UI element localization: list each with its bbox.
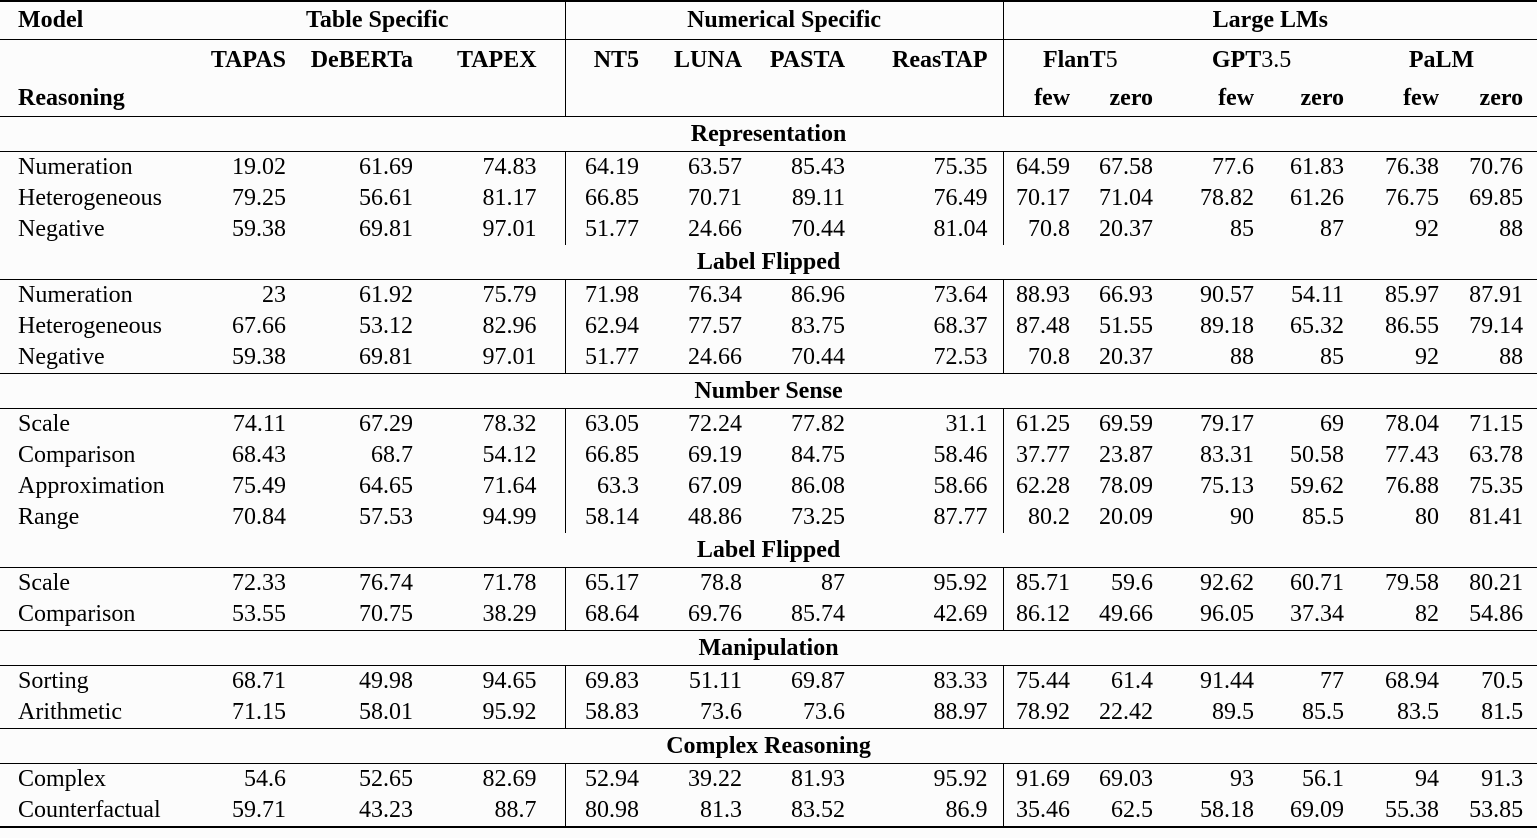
- value-cell: 53.12: [359, 313, 413, 339]
- value-cell: 73.25: [791, 504, 846, 530]
- data-row: [0, 697, 1537, 729]
- group-header-numerical-specific: Numerical Specific: [565, 1, 1003, 40]
- section-header-row: [0, 374, 1537, 409]
- value-cell: 23.87: [1099, 442, 1154, 468]
- row-label: Scale: [18, 570, 70, 596]
- value-cell: 63.78: [1469, 442, 1524, 468]
- value-cell: 84.75: [791, 442, 846, 468]
- value-cell: 95.92: [417, 697, 565, 729]
- value-cell: 69.85: [1469, 185, 1524, 211]
- value-cell: 69.09: [1290, 797, 1345, 823]
- row-label: Sorting: [18, 668, 89, 694]
- value-cell: 85.43: [791, 154, 846, 180]
- subheader-gpt35-few: few: [1157, 80, 1256, 117]
- value-cell: 80.2: [1028, 504, 1071, 530]
- value-cell: 54.11: [1290, 282, 1345, 308]
- data-row: [0, 568, 1537, 600]
- value-cell: 68.37: [847, 311, 1003, 342]
- value-cell: 91.69: [1016, 766, 1071, 792]
- subheader-palm-zero: zero: [1441, 80, 1537, 117]
- value-cell: 58.18: [1200, 797, 1255, 823]
- value-cell: 63.3: [597, 473, 640, 499]
- value-cell: 64.65: [359, 473, 413, 499]
- value-cell: 58.14: [585, 504, 640, 530]
- value-cell: 81.93: [791, 766, 846, 792]
- value-cell: 85.74: [791, 601, 846, 627]
- value-cell: 70.75: [359, 601, 413, 627]
- value-cell: 86.96: [791, 282, 846, 308]
- value-cell: 87: [821, 570, 846, 596]
- data-row: [0, 311, 1537, 342]
- value-cell: 79.25: [232, 185, 286, 211]
- value-cell: 75.35: [847, 152, 1003, 184]
- value-cell: 69.19: [688, 442, 743, 468]
- row-label: Negative: [18, 344, 105, 370]
- section-header-row: [0, 117, 1537, 152]
- value-cell: 61.4: [1111, 668, 1154, 694]
- value-cell: 62.5: [1111, 797, 1154, 823]
- value-cell: 85: [1320, 344, 1345, 370]
- empty-cell: [0, 40, 190, 81]
- value-cell: 71.15: [232, 699, 286, 725]
- data-row: [0, 599, 1537, 631]
- value-cell: 86.08: [791, 473, 846, 499]
- value-cell: 85.5: [1302, 699, 1345, 725]
- data-row: [0, 764, 1537, 796]
- value-cell: 70.17: [1016, 185, 1071, 211]
- value-cell: 88.93: [1016, 282, 1071, 308]
- value-cell: 57.53: [359, 504, 413, 530]
- subheader-palm-few: few: [1346, 80, 1441, 117]
- value-cell: 75.44: [1016, 668, 1071, 694]
- row-label: Counterfactual: [18, 797, 161, 823]
- value-cell: 75.35: [1469, 473, 1524, 499]
- value-cell: 20.37: [1099, 344, 1154, 370]
- value-cell: 70.44: [791, 344, 846, 370]
- column-header-palm: PaLM: [1408, 46, 1475, 73]
- value-cell: 71.78: [417, 568, 565, 600]
- value-cell: 81.17: [417, 183, 565, 214]
- value-cell: 71.15: [1469, 411, 1524, 437]
- section-title: Label Flipped: [0, 533, 1537, 568]
- reasoning-corner-label: Reasoning: [0, 80, 190, 117]
- value-cell: 88.7: [417, 795, 565, 827]
- value-cell: 53.55: [232, 601, 286, 627]
- value-cell: 58.01: [359, 699, 413, 725]
- column-header-luna: LUNA: [674, 46, 743, 73]
- value-cell: 54.12: [417, 440, 565, 471]
- value-cell: 76.75: [1385, 185, 1440, 211]
- value-cell: 24.66: [688, 216, 743, 242]
- value-cell: 78.04: [1385, 411, 1440, 437]
- value-cell: 80: [1415, 504, 1440, 530]
- value-cell: 83.75: [791, 313, 846, 339]
- value-cell: 68.7: [371, 442, 413, 468]
- data-row: [0, 440, 1537, 471]
- value-cell: 72.53: [847, 342, 1003, 374]
- value-cell: 88: [1499, 216, 1524, 242]
- row-label: Numeration: [18, 154, 133, 180]
- value-cell: 87: [1320, 216, 1345, 242]
- value-cell: 31.1: [847, 409, 1003, 441]
- value-cell: 74.11: [232, 411, 286, 437]
- value-cell: 69.81: [359, 344, 413, 370]
- value-cell: 78.32: [417, 409, 565, 441]
- value-cell: 50.58: [1290, 442, 1345, 468]
- value-cell: 22.42: [1099, 699, 1154, 725]
- data-row: [0, 183, 1537, 214]
- row-label: Scale: [18, 411, 70, 437]
- value-cell: 38.29: [417, 599, 565, 631]
- value-cell: 55.38: [1385, 797, 1440, 823]
- value-cell: 92: [1415, 344, 1440, 370]
- data-row: [0, 666, 1537, 698]
- value-cell: 79.17: [1200, 411, 1255, 437]
- value-cell: 85.5: [1302, 504, 1345, 530]
- value-cell: 81.41: [1469, 504, 1524, 530]
- value-cell: 89.5: [1212, 699, 1255, 725]
- value-cell: 93: [1230, 766, 1255, 792]
- value-cell: 66.85: [585, 442, 640, 468]
- value-cell: 69.76: [688, 601, 743, 627]
- value-cell: 66.93: [1099, 282, 1154, 308]
- value-cell: 87.48: [1016, 313, 1071, 339]
- value-cell: 72.33: [232, 570, 286, 596]
- column-header-flant5: FlanT5: [1042, 46, 1118, 73]
- value-cell: 58.66: [847, 471, 1003, 502]
- value-cell: 23: [262, 282, 286, 308]
- row-label: Heterogeneous: [18, 185, 162, 211]
- value-cell: 37.34: [1290, 601, 1345, 627]
- column-header-gpt35: GPT3.5: [1211, 46, 1292, 73]
- data-row: [0, 280, 1537, 312]
- row-label: Arithmetic: [18, 699, 122, 725]
- value-cell: 72.24: [688, 411, 743, 437]
- section-header-row: [0, 245, 1537, 280]
- group-header-table-specific: Table Specific: [190, 1, 565, 40]
- value-cell: 53.85: [1469, 797, 1524, 823]
- model-corner-label: Model: [0, 1, 190, 40]
- value-cell: 89.11: [791, 185, 846, 211]
- value-cell: 73.64: [847, 280, 1003, 312]
- value-cell: 83.52: [791, 797, 846, 823]
- section-header-row: [0, 533, 1537, 568]
- value-cell: 88: [1499, 344, 1524, 370]
- value-cell: 56.1: [1302, 766, 1345, 792]
- value-cell: 61.69: [359, 154, 413, 180]
- value-cell: 19.02: [232, 154, 286, 180]
- value-cell: 69.59: [1099, 411, 1154, 437]
- value-cell: 39.22: [688, 766, 743, 792]
- value-cell: 96.05: [1200, 601, 1255, 627]
- table-header: [0, 1, 1537, 117]
- value-cell: 54.6: [244, 766, 286, 792]
- value-cell: 86.12: [1016, 601, 1071, 627]
- value-cell: 83.33: [847, 666, 1003, 698]
- value-cell: 88: [1230, 344, 1255, 370]
- value-cell: 86.9: [847, 795, 1003, 827]
- value-cell: 80.98: [585, 797, 640, 823]
- section-title: Complex Reasoning: [0, 729, 1537, 764]
- value-cell: 95.92: [847, 764, 1003, 796]
- value-cell: 68.71: [232, 668, 286, 694]
- section-title: Representation: [0, 117, 1537, 152]
- column-header-tapas: TAPAS: [210, 46, 286, 73]
- value-cell: 70.84: [232, 504, 286, 530]
- value-cell: 97.01: [417, 342, 565, 374]
- value-cell: 59.6: [1111, 570, 1154, 596]
- value-cell: 68.64: [585, 601, 640, 627]
- value-cell: 77: [1320, 668, 1345, 694]
- section-title: Manipulation: [0, 631, 1537, 666]
- value-cell: 58.46: [847, 440, 1003, 471]
- value-cell: 42.69: [847, 599, 1003, 631]
- value-cell: 77.57: [688, 313, 743, 339]
- value-cell: 81.3: [700, 797, 743, 823]
- empty-cell: [565, 80, 1003, 117]
- value-cell: 63.57: [688, 154, 743, 180]
- value-cell: 61.83: [1290, 154, 1345, 180]
- value-cell: 81.04: [847, 214, 1003, 245]
- table-body: [0, 117, 1537, 828]
- value-cell: 94.99: [417, 502, 565, 533]
- value-cell: 75.79: [417, 280, 565, 312]
- value-cell: 71.98: [585, 282, 640, 308]
- row-label: Numeration: [18, 282, 133, 308]
- value-cell: 77.82: [791, 411, 846, 437]
- value-cell: 75.49: [232, 473, 286, 499]
- value-cell: 56.61: [359, 185, 413, 211]
- value-cell: 87.77: [847, 502, 1003, 533]
- value-cell: 94: [1415, 766, 1440, 792]
- data-row: [0, 795, 1537, 827]
- value-cell: 78.82: [1200, 185, 1255, 211]
- value-cell: 97.01: [417, 214, 565, 245]
- value-cell: 69.81: [359, 216, 413, 242]
- section-title: Number Sense: [0, 374, 1537, 409]
- value-cell: 77.43: [1385, 442, 1440, 468]
- value-cell: 95.92: [847, 568, 1003, 600]
- value-cell: 76.49: [847, 183, 1003, 214]
- value-cell: 74.83: [417, 152, 565, 184]
- value-cell: 94.65: [417, 666, 565, 698]
- row-label: Complex: [18, 766, 106, 792]
- value-cell: 65.17: [585, 570, 640, 596]
- value-cell: 63.05: [585, 411, 640, 437]
- value-cell: 62.28: [1016, 473, 1071, 499]
- value-cell: 78.09: [1099, 473, 1154, 499]
- value-cell: 52.94: [585, 766, 640, 792]
- value-cell: 89.18: [1200, 313, 1255, 339]
- value-cell: 65.32: [1290, 313, 1345, 339]
- value-cell: 80.21: [1469, 570, 1524, 596]
- value-cell: 79.14: [1469, 313, 1524, 339]
- value-cell: 82.96: [417, 311, 565, 342]
- value-cell: 83.31: [1200, 442, 1255, 468]
- data-row: [0, 471, 1537, 502]
- model-header-row: [0, 40, 1537, 81]
- value-cell: 24.66: [688, 344, 743, 370]
- value-cell: 52.65: [359, 766, 413, 792]
- data-row: [0, 502, 1537, 533]
- value-cell: 76.74: [359, 570, 413, 596]
- data-row: [0, 409, 1537, 441]
- value-cell: 79.58: [1385, 570, 1440, 596]
- section-title: Label Flipped: [0, 245, 1537, 280]
- value-cell: 70.76: [1469, 154, 1524, 180]
- value-cell: 70.44: [791, 216, 846, 242]
- value-cell: 76.88: [1385, 473, 1440, 499]
- value-cell: 73.6: [700, 699, 743, 725]
- subheader-flant5-few: few: [1003, 80, 1072, 117]
- value-cell: 68.94: [1385, 668, 1440, 694]
- value-cell: 71.04: [1099, 185, 1154, 211]
- value-cell: 66.85: [585, 185, 640, 211]
- data-row: [0, 152, 1537, 184]
- value-cell: 67.66: [232, 313, 286, 339]
- value-cell: 70.5: [1481, 668, 1524, 694]
- value-cell: 69.83: [585, 668, 640, 694]
- value-cell: 78.92: [1016, 699, 1071, 725]
- value-cell: 91.44: [1200, 668, 1255, 694]
- row-label: Negative: [18, 216, 105, 242]
- value-cell: 51.55: [1099, 313, 1154, 339]
- value-cell: 51.11: [688, 668, 743, 694]
- group-header-row: [0, 1, 1537, 40]
- row-label: Comparison: [18, 601, 136, 627]
- value-cell: 61.25: [1016, 411, 1071, 437]
- value-cell: 85.71: [1016, 570, 1071, 596]
- column-header-tapex: TAPEX: [417, 40, 565, 81]
- value-cell: 70.8: [1028, 344, 1071, 370]
- value-cell: 70.71: [688, 185, 743, 211]
- row-label: Range: [18, 504, 80, 530]
- value-cell: 20.09: [1099, 504, 1154, 530]
- value-cell: 90: [1230, 504, 1255, 530]
- value-cell: 37.77: [1016, 442, 1071, 468]
- value-cell: 69: [1320, 411, 1345, 437]
- value-cell: 91.3: [1481, 766, 1524, 792]
- value-cell: 85.97: [1385, 282, 1440, 308]
- value-cell: 54.86: [1469, 601, 1524, 627]
- data-row: [0, 342, 1537, 374]
- column-header-reastap: ReasTAP: [847, 40, 1003, 81]
- value-cell: 77.6: [1212, 154, 1255, 180]
- value-cell: 67.29: [359, 411, 413, 437]
- value-cell: 51.77: [585, 344, 640, 370]
- value-cell: 67.58: [1099, 154, 1154, 180]
- subheader-gpt35-zero: zero: [1256, 80, 1346, 117]
- row-label: Comparison: [18, 442, 136, 468]
- value-cell: 86.55: [1385, 313, 1440, 339]
- value-cell: 76.34: [688, 282, 743, 308]
- value-cell: 69.03: [1099, 766, 1154, 792]
- value-cell: 43.23: [359, 797, 413, 823]
- value-cell: 87.91: [1469, 282, 1524, 308]
- value-cell: 62.94: [585, 313, 640, 339]
- value-cell: 82.69: [417, 764, 565, 796]
- value-cell: 51.77: [585, 216, 640, 242]
- value-cell: 64.59: [1016, 154, 1071, 180]
- row-label: Approximation: [18, 473, 165, 499]
- value-cell: 78.8: [700, 570, 743, 596]
- column-header-nt5: NT5: [593, 46, 640, 73]
- value-cell: 82: [1415, 601, 1440, 627]
- value-cell: 67.09: [688, 473, 743, 499]
- value-cell: 92: [1415, 216, 1440, 242]
- value-cell: 49.66: [1099, 601, 1154, 627]
- value-cell: 60.71: [1290, 570, 1345, 596]
- value-cell: 61.92: [359, 282, 413, 308]
- value-cell: 71.64: [417, 471, 565, 502]
- value-cell: 70.8: [1028, 216, 1071, 242]
- value-cell: 48.86: [688, 504, 743, 530]
- value-cell: 35.46: [1016, 797, 1071, 823]
- value-cell: 69.87: [791, 668, 846, 694]
- value-cell: 49.98: [359, 668, 413, 694]
- section-header-row: [0, 631, 1537, 666]
- value-cell: 20.37: [1099, 216, 1154, 242]
- data-row: [0, 214, 1537, 245]
- value-cell: 88.97: [847, 697, 1003, 729]
- column-header-pasta: PASTA: [769, 46, 846, 73]
- value-cell: 90.57: [1200, 282, 1255, 308]
- value-cell: 59.62: [1290, 473, 1345, 499]
- value-cell: 85: [1230, 216, 1255, 242]
- value-cell: 73.6: [803, 699, 846, 725]
- row-label: Heterogeneous: [18, 313, 162, 339]
- value-cell: 92.62: [1200, 570, 1255, 596]
- value-cell: 83.5: [1397, 699, 1440, 725]
- value-cell: 58.83: [585, 699, 640, 725]
- value-cell: 81.5: [1481, 699, 1524, 725]
- value-cell: 76.38: [1385, 154, 1440, 180]
- value-cell: 61.26: [1290, 185, 1345, 211]
- section-header-row: [0, 729, 1537, 764]
- column-header-deberta: DeBERTa: [310, 46, 413, 73]
- empty-cell: [190, 80, 565, 117]
- value-cell: 64.19: [585, 154, 640, 180]
- value-cell: 59.71: [232, 797, 286, 823]
- setting-header-row: [0, 80, 1537, 117]
- value-cell: 75.13: [1200, 473, 1255, 499]
- group-header-large-lms: Large LMs: [1003, 1, 1537, 40]
- value-cell: 59.38: [232, 344, 286, 370]
- value-cell: 59.38: [232, 216, 286, 242]
- value-cell: 68.43: [232, 442, 286, 468]
- subheader-flant5-zero: zero: [1072, 80, 1157, 117]
